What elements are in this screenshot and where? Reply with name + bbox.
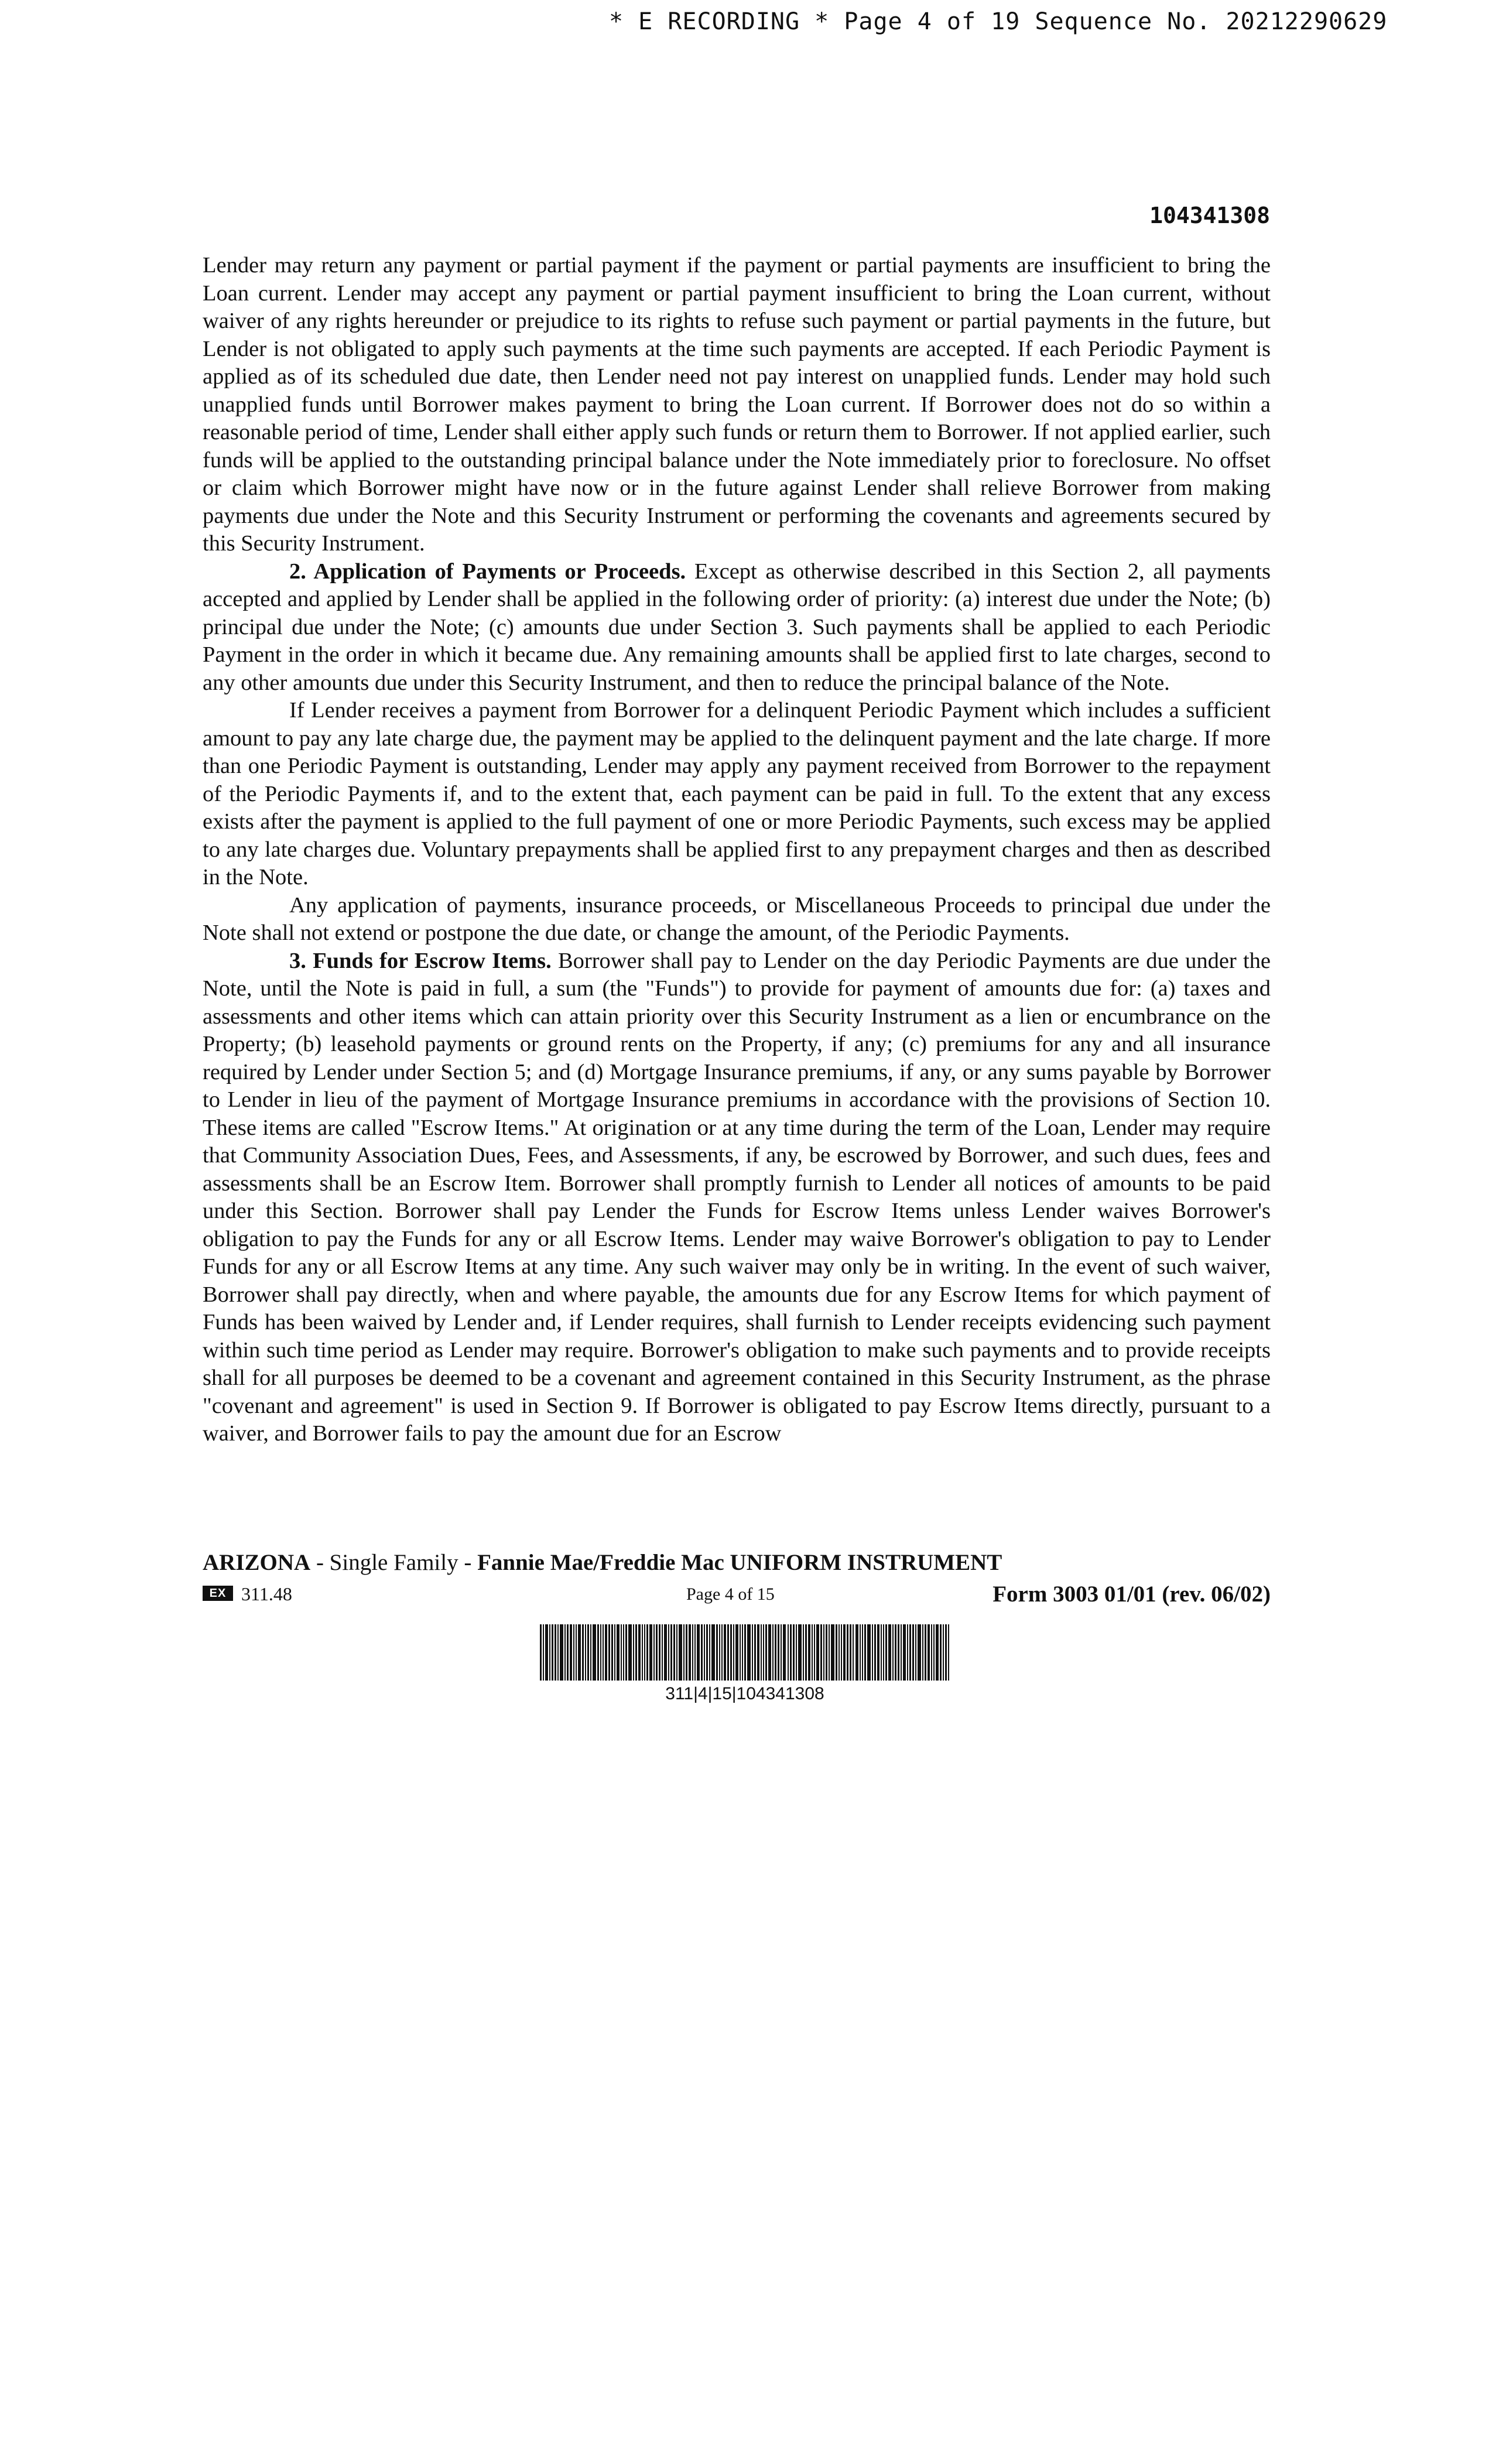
barcode-bar bbox=[673, 1624, 675, 1681]
barcode-bar bbox=[689, 1624, 691, 1681]
barcode-bar bbox=[778, 1624, 779, 1681]
barcode-bar bbox=[628, 1624, 632, 1681]
barcode-bar bbox=[752, 1624, 753, 1681]
barcode-bar bbox=[812, 1624, 813, 1681]
barcode-bar bbox=[761, 1624, 762, 1681]
barcode-bar bbox=[727, 1624, 729, 1681]
barcode-bar bbox=[841, 1624, 842, 1681]
barcode-bar bbox=[772, 1624, 774, 1681]
barcode-bar bbox=[796, 1624, 797, 1681]
barcode-bar bbox=[816, 1624, 819, 1681]
barcode-bar bbox=[928, 1624, 930, 1681]
barcode-bar bbox=[781, 1624, 782, 1681]
barcode-bar bbox=[733, 1624, 734, 1681]
barcode-bar bbox=[814, 1624, 815, 1681]
footer-separator: - Single Family - bbox=[310, 1550, 478, 1575]
barcode-bar bbox=[576, 1624, 577, 1681]
barcode-bar bbox=[686, 1624, 687, 1681]
barcode-bar bbox=[692, 1624, 693, 1681]
barcode-bar bbox=[573, 1624, 574, 1681]
barcode-bar bbox=[668, 1624, 669, 1681]
paragraph-delinquent-payment: If Lender receives a payment from Borrower for a delinquent Periodic Payment which includes a sufficient amount to pay any late charge due, the payment may be applied to the delinquent payment and the late charge. If more than one Periodic Payment is outstanding, Lender may apply any payment received from Borrower to the repayment of the Periodic Payments if, and to the extent that, each payment can be paid in full. To the extent that any excess exists after the payment is applied to the full payment of one or more Periodic Payments, such excess may be applied to any late charges due. Voluntary prepayments shall be applied first to any prepayment charges and then as described in the Note. bbox=[203, 698, 1271, 889]
barcode-bar bbox=[623, 1624, 624, 1681]
barcode-bar bbox=[744, 1624, 746, 1681]
barcode-bar bbox=[915, 1624, 916, 1681]
barcode bbox=[540, 1624, 950, 1681]
barcode-bar bbox=[560, 1624, 563, 1681]
barcode-bar bbox=[543, 1624, 544, 1681]
barcode-bar bbox=[864, 1624, 866, 1681]
barcode-bar bbox=[747, 1624, 751, 1681]
barcode-bar bbox=[617, 1624, 620, 1681]
barcode-bar bbox=[605, 1624, 607, 1681]
barcode-bar bbox=[676, 1624, 677, 1681]
barcode-bar bbox=[635, 1624, 637, 1681]
barcode-bar bbox=[653, 1624, 655, 1681]
barcode-bar bbox=[918, 1624, 921, 1681]
barcode-bar bbox=[633, 1624, 634, 1681]
barcode-bar bbox=[898, 1624, 899, 1681]
barcode-bar bbox=[590, 1624, 591, 1681]
barcode-bar bbox=[901, 1624, 902, 1681]
section-2-heading: 2. Application of Payments or Proceeds. bbox=[289, 559, 686, 584]
form-code: 311.48 bbox=[241, 1583, 292, 1604]
barcode-bar bbox=[549, 1624, 550, 1681]
barcode-bar bbox=[895, 1624, 896, 1681]
section-3-heading: 3. Funds for Escrow Items. bbox=[289, 948, 552, 973]
barcode-bar bbox=[867, 1624, 871, 1681]
section-2-text: Except as otherwise described in this Section 2, all payments accepted and applied by Lender shall be applied in the following order of priority: (a) interest due under the Note; (b) principal due under the Note; (c) amounts due under Section 3. Such payments shall be applied to each Periodic Payment in the order in which it became due. Any remaining amounts shall be applied first to late charges, second to any other amounts due under this Security Instrument, and then to reduce the principal balance of the Note. bbox=[203, 559, 1271, 695]
barcode-bar bbox=[829, 1624, 830, 1681]
barcode-bar bbox=[877, 1624, 879, 1681]
barcode-bar bbox=[836, 1624, 837, 1681]
barcode-bar bbox=[936, 1624, 939, 1681]
barcode-bar bbox=[597, 1624, 599, 1681]
paragraph-partial-payments: Lender may return any payment or partial payment if the payment or partial payments are insufficient to bring the Loan current. Lender may accept any payment or partial payment insufficient to bring the Loan current, without waiver of any rights hereunder or prejudice to its rights to refuse such payment or partial payments in the future, but Lender is not obligated to apply such payments at the time such payments are accepted. If each Periodic Payment is applied as of its scheduled due date, then Lender need not pay interest on unapplied funds. Lender may hold such unapplied funds until Borrower makes payment to bring the Loan current. If Borrower does not do so within a reasonable period of time, Lender shall either apply such funds or return them to Borrower. If not applied earlier, such funds will be applied to the outstanding principal balance under the Note immediately prior to foreclosure. No offset or claim which Borrower might have now or in the future against Lender shall relieve Borrower from making payments due under the Note and this Security Instrument or performing the covenants and agreements secured by this Security Instrument. bbox=[203, 253, 1271, 556]
barcode-bar bbox=[793, 1624, 795, 1681]
section-2-paragraph bbox=[203, 558, 1271, 697]
barcode-bar bbox=[716, 1624, 718, 1681]
barcode-bar bbox=[721, 1624, 723, 1681]
barcode-bar bbox=[872, 1624, 873, 1681]
barcode-bar bbox=[600, 1624, 601, 1681]
barcode-bar bbox=[925, 1624, 926, 1681]
barcode-bar bbox=[860, 1624, 861, 1681]
barcode-bar bbox=[881, 1624, 882, 1681]
barcode-bar bbox=[706, 1624, 708, 1681]
barcode-bar bbox=[570, 1624, 572, 1681]
barcode-text: 311|4|15|104341308 bbox=[665, 1684, 824, 1703]
recording-header: * E RECORDING * Page 4 of 19 Sequence No. 20212290629 bbox=[609, 8, 1388, 35]
barcode-bar bbox=[545, 1624, 548, 1681]
barcode-bar bbox=[775, 1624, 776, 1681]
barcode-bar bbox=[730, 1624, 732, 1681]
barcode-bar bbox=[621, 1624, 622, 1681]
barcode-bar bbox=[585, 1624, 586, 1681]
barcode-bar bbox=[826, 1624, 827, 1681]
barcode-bar bbox=[874, 1624, 876, 1681]
barcode-bar bbox=[642, 1624, 643, 1681]
barcode-bar bbox=[704, 1624, 705, 1681]
barcode-bar bbox=[888, 1624, 891, 1681]
barcode-bar bbox=[883, 1624, 884, 1681]
barcode-bar bbox=[593, 1624, 596, 1681]
barcode-bar bbox=[850, 1624, 851, 1681]
barcode-bar bbox=[847, 1624, 848, 1681]
barcode-bar bbox=[555, 1624, 556, 1681]
barcode-bar bbox=[711, 1624, 715, 1681]
barcode-bar bbox=[885, 1624, 887, 1681]
page-number: Page 4 of 15 bbox=[686, 1585, 775, 1604]
barcode-bar bbox=[805, 1624, 807, 1681]
barcode-bar bbox=[578, 1624, 581, 1681]
barcode-bar bbox=[540, 1624, 542, 1681]
barcode-bar bbox=[931, 1624, 932, 1681]
paragraph-application-of-payments: Any application of payments, insurance proceeds, or Miscellaneous Proceeds to principal due under the Note shall not extend or postpone the due date, or change the amount, of the Periodic Payments. bbox=[203, 892, 1271, 945]
barcode-bar bbox=[625, 1624, 627, 1681]
barcode-bar bbox=[679, 1624, 682, 1681]
barcode-bar bbox=[709, 1624, 710, 1681]
barcode-bar bbox=[948, 1624, 949, 1681]
barcode-bar bbox=[903, 1624, 906, 1681]
barcode-bar bbox=[798, 1624, 802, 1681]
barcode-bar bbox=[670, 1624, 672, 1681]
barcode-bar bbox=[892, 1624, 894, 1681]
form-number: Form 3003 01/01 (rev. 06/02) bbox=[993, 1582, 1271, 1607]
barcode-bar bbox=[757, 1624, 759, 1681]
barcode-bar bbox=[790, 1624, 792, 1681]
barcode-bar bbox=[855, 1624, 858, 1681]
loan-number: 104341308 bbox=[1149, 203, 1270, 228]
barcode-bar bbox=[768, 1624, 771, 1681]
barcode-bar bbox=[644, 1624, 645, 1681]
barcode-bar bbox=[664, 1624, 667, 1681]
barcode-bar bbox=[940, 1624, 942, 1681]
barcode-bar bbox=[803, 1624, 804, 1681]
barcode-bar bbox=[656, 1624, 658, 1681]
barcode-bar bbox=[831, 1624, 834, 1681]
barcode-bar bbox=[943, 1624, 944, 1681]
barcode-bar bbox=[783, 1624, 786, 1681]
barcode-bar bbox=[638, 1624, 641, 1681]
barcode-bar bbox=[552, 1624, 553, 1681]
barcode-bar bbox=[564, 1624, 566, 1681]
barcode-bar bbox=[557, 1624, 559, 1681]
barcode-bar bbox=[843, 1624, 846, 1681]
barcode-bar bbox=[853, 1624, 854, 1681]
barcode-bar bbox=[808, 1624, 810, 1681]
barcode-bar bbox=[608, 1624, 610, 1681]
barcode-bar bbox=[582, 1624, 584, 1681]
barcode-bar bbox=[763, 1624, 764, 1681]
barcode-bar bbox=[724, 1624, 726, 1681]
barcode-bar bbox=[697, 1624, 700, 1681]
barcode-bar bbox=[909, 1624, 911, 1681]
footer-row bbox=[203, 1581, 1271, 1610]
barcode-bar bbox=[659, 1624, 660, 1681]
section-3-paragraph bbox=[203, 947, 1271, 1448]
barcode-bar bbox=[646, 1624, 648, 1681]
barcode-bar bbox=[587, 1624, 589, 1681]
barcode-bar bbox=[649, 1624, 652, 1681]
barcode-bar bbox=[662, 1624, 663, 1681]
footer-title bbox=[203, 1549, 1002, 1576]
ex-logo: EX bbox=[203, 1586, 233, 1601]
barcode-bar bbox=[701, 1624, 703, 1681]
barcode-bar bbox=[765, 1624, 767, 1681]
section-3-text: Borrower shall pay to Lender on the day Periodic Payments are due under the Note, until the Note is paid in full, a sum (the "Funds") to provide for payment of amounts due for: (a) taxes and assessments and other items which can attain priority over this Security Instrument as a lien or encumbrance on the Property; (b) leasehold payments or ground rents on the Property, if any; (c) premiums for any and all insurance required by Lender under Section 5; and (d) Mortgage Insurance premiums, if any, or any sums payable by Borrower to Lender in lieu of the payment of Mortgage Insurance premiums in accordance with the provisions of Section 10. These items are called "Escrow Items." At origination or at any time during the term of the Loan, Lender may require that Community Association Dues, Fees, and Assessments, if any, be escrowed by Borrower, and such dues, fees and assessments shall be an Escrow Item. Borrower shall promptly furnish to Lender all notices of amounts to be paid under this Section. Borrower shall pay Lender the Funds for Escrow Items unless Lender waives Borrower's obligation to pay the Funds for any or all Escrow Items. Lender may waive Borrower's obligation to pay to Lender Funds for any or all Escrow Items at any time. Any such waiver may only be in writing. In the event of such waiver, Borrower shall pay directly, when and where payable, the amounts due for any Escrow Items for which payment of Funds has been waived by Lender and, if Lender requires, shall furnish to Lender receipts evidencing such payment within such time period as Lender may require. Borrower's obligation to make such payments and to provide receipts shall for all purposes be deemed to be a covenant and agreement contained in this Security Instrument, as the phrase "covenant and agreement" is used in Section 9. If Borrower is obligated to pay Escrow Items directly, pursuant to a waiver, and Borrower fails to pay the amount due for an Escrow bbox=[203, 948, 1271, 1446]
barcode-bar bbox=[719, 1624, 720, 1681]
barcode-bar bbox=[820, 1624, 822, 1681]
barcode-bar bbox=[823, 1624, 824, 1681]
barcode-bar bbox=[735, 1624, 738, 1681]
barcode-bar bbox=[933, 1624, 935, 1681]
barcode-bar bbox=[788, 1624, 789, 1681]
document-body bbox=[203, 252, 1271, 1448]
footer-instrument: Fannie Mae/Freddie Mac UNIFORM INSTRUMENT bbox=[477, 1550, 1002, 1575]
barcode-bar bbox=[614, 1624, 615, 1681]
barcode-bar bbox=[683, 1624, 685, 1681]
barcode-bar bbox=[922, 1624, 923, 1681]
barcode-bar bbox=[839, 1624, 840, 1681]
footer-state: ARIZONA bbox=[203, 1550, 311, 1575]
barcode-bar bbox=[754, 1624, 756, 1681]
barcode-bar bbox=[862, 1624, 863, 1681]
barcode-bar bbox=[912, 1624, 914, 1681]
barcode-bar bbox=[907, 1624, 908, 1681]
barcode-bar bbox=[611, 1624, 613, 1681]
barcode-bar bbox=[945, 1624, 947, 1681]
barcode-bar bbox=[694, 1624, 696, 1681]
barcode-bar bbox=[567, 1624, 569, 1681]
barcode-bar bbox=[742, 1624, 743, 1681]
barcode-bar bbox=[603, 1624, 604, 1681]
barcode-bar bbox=[740, 1624, 741, 1681]
